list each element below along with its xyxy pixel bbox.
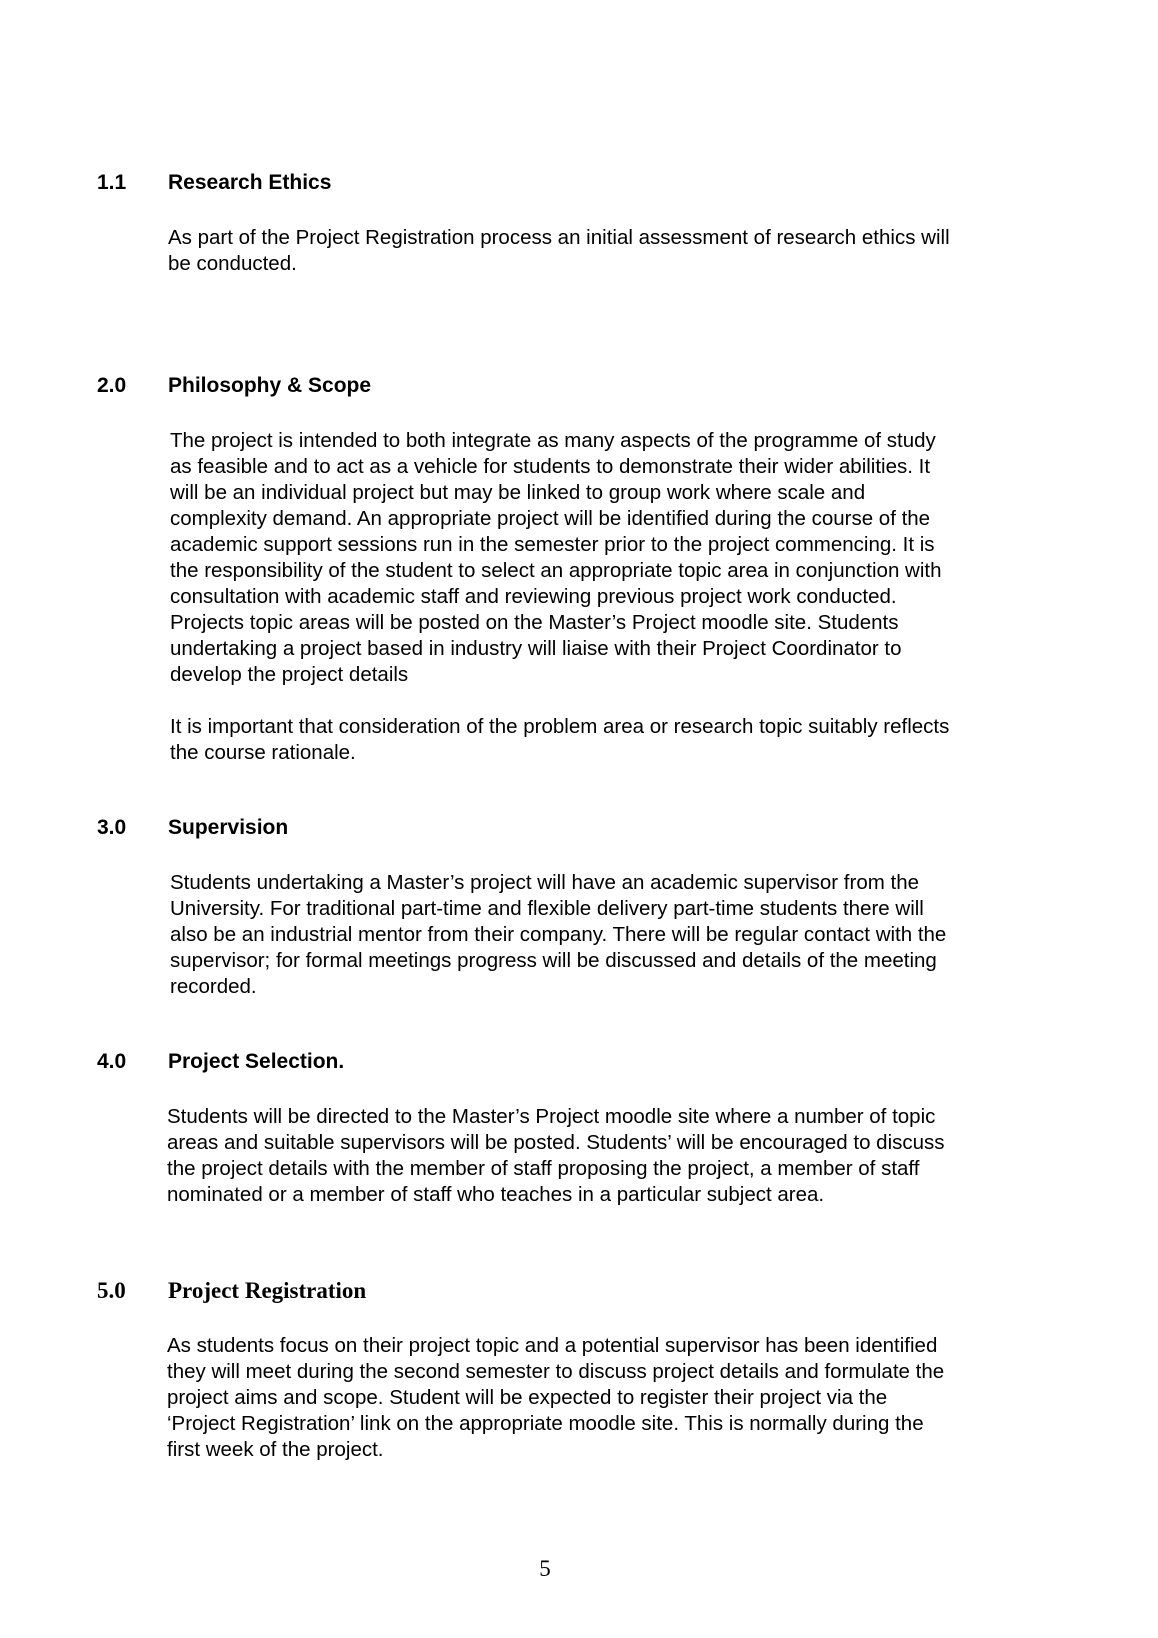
section-title: Project Selection. [168,1050,345,1073]
paragraph-line: Projects topic areas will be posted on the Master’s Project moodle site. Students [170,611,899,634]
paragraph-line: will be an individual project but may be linked to group work where scale and [170,481,866,504]
paragraph-line: It is important that consideration of the problem area or research topic suitably reflects [170,715,950,738]
paragraph-line: the course rationale. [170,741,356,764]
section-title: Research Ethics [168,171,332,194]
paragraph-line: nominated or a member of staff who teaches in a particular subject area. [167,1183,825,1206]
paragraph-line: The project is intended to both integrate as many aspects of the programme of study [170,429,936,452]
paragraph-line: be conducted. [168,252,297,275]
paragraph-line: University. For traditional part-time and flexible delivery part-time students there will [170,897,924,920]
paragraph-line: project aims and scope. Student will be expected to register their project via the [167,1386,888,1409]
paragraph-line: as feasible and to act as a vehicle for students to demonstrate their wider abilities. It [170,455,931,478]
section-paragraph [167,1333,944,1463]
paragraph-line: As part of the Project Registration process an initial assessment of research ethics will [168,226,950,249]
paragraph-line: supervisor; for formal meetings progress will be discussed and details of the meeting [170,949,937,972]
page-number: 5 [539,1556,551,1581]
paragraph-line: develop the project details [170,663,409,686]
paragraph-line: complexity demand. An appropriate project will be identified during the course of the [170,507,931,530]
section-paragraph [167,1104,945,1208]
section-number: 4.0 [97,1050,127,1073]
paragraph-line: academic support sessions run in the semester prior to the project commencing. It is [170,533,935,556]
paragraph-line: first week of the project. [167,1438,384,1461]
section-paragraph [170,870,946,1000]
paragraph-line: Students undertaking a Master’s project will have an academic supervisor from the [170,871,920,894]
paragraph-line: undertaking a project based in industry will liaise with their Project Coordinator to [170,637,902,660]
paragraph-line: Students will be directed to the Master’s Project moodle site where a number of topic [167,1105,936,1128]
section-number: 3.0 [97,816,127,839]
paragraph-line: they will meet during the second semester to discuss project details and formulate the [167,1360,945,1383]
paragraph-line: the responsibility of the student to select an appropriate topic area in conjunction with [170,559,942,582]
section-number: 1.1 [97,171,127,194]
paragraph-line: the project details with the member of staff proposing the project, a member of staff [167,1157,920,1180]
paragraph-line: ‘Project Registration’ link on the appropriate moodle site. This is normally during the [167,1412,924,1435]
section-title: Philosophy & Scope [168,374,372,397]
paragraph-line: areas and suitable supervisors will be posted. Students’ will be encouraged to discuss [167,1131,945,1154]
paragraph-line: recorded. [170,975,257,998]
section-paragraph [170,428,942,688]
section-title: Supervision [168,816,289,839]
section-number: 5.0 [97,1278,126,1303]
paragraph-line: consultation with academic staff and reviewing previous project work conducted. [170,585,897,608]
section-title: Project Registration [168,1278,367,1303]
paragraph-line: also be an industrial mentor from their company. There will be regular contact with the [170,923,947,946]
section-paragraph [170,714,949,766]
paragraph-line: As students focus on their project topic and a potential supervisor has been identified [167,1334,938,1357]
section-paragraph [168,225,950,277]
section-number: 2.0 [97,374,127,397]
